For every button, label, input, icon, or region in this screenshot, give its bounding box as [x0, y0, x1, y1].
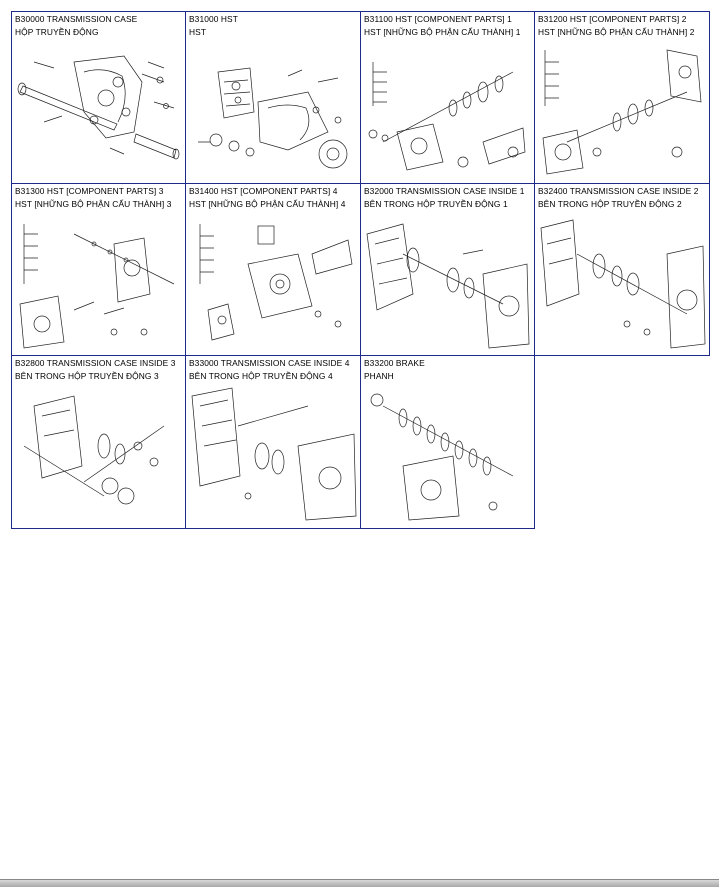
cell-code-title[interactable]: B33000 TRANSMISSION CASE INSIDE 4 — [189, 358, 350, 368]
parts-index-grid — [11, 11, 710, 529]
cell-vietnamese-title[interactable]: HST [NHỮNG BỘ PHẬN CẤU THÀNH] 1 — [364, 27, 521, 37]
cell-vietnamese-title[interactable]: HST — [189, 27, 207, 37]
transmission-inside-2-drawing[interactable] — [537, 214, 706, 349]
cell-code-title[interactable]: B32000 TRANSMISSION CASE INSIDE 1 — [364, 186, 525, 196]
cell-code-title[interactable]: B32800 TRANSMISSION CASE INSIDE 3 — [15, 358, 176, 368]
cell-code-title[interactable]: B31400 HST [COMPONENT PARTS] 4 — [189, 186, 338, 196]
hst-component-parts-4-drawing[interactable] — [188, 214, 357, 349]
cell-vietnamese-title[interactable]: HỘP TRUYỀN ĐỘNG — [15, 27, 99, 37]
parts-cell-b30000[interactable] — [12, 12, 186, 184]
transmission-case-drawing[interactable] — [14, 42, 182, 177]
hst-component-parts-3-drawing[interactable] — [14, 214, 182, 349]
cell-code-title[interactable]: B31100 HST [COMPONENT PARTS] 1 — [364, 14, 512, 24]
cell-code-title[interactable]: B31000 HST — [189, 14, 238, 24]
parts-cell-b33200[interactable] — [361, 356, 535, 529]
transmission-inside-4-drawing[interactable] — [188, 386, 357, 521]
cell-vietnamese-title[interactable]: BÊN TRONG HỘP TRUYỀN ĐỘNG 4 — [189, 371, 333, 381]
parts-cell-b31200[interactable] — [535, 12, 710, 184]
parts-cell-b33000[interactable] — [186, 356, 361, 529]
cell-code-title[interactable]: B30000 TRANSMISSION CASE — [15, 14, 138, 24]
cell-vietnamese-title[interactable]: BÊN TRONG HỘP TRUYỀN ĐỘNG 2 — [538, 199, 682, 209]
parts-cell-b32000[interactable] — [361, 184, 535, 356]
empty-grid-slot — [535, 356, 710, 529]
parts-cell-b31400[interactable] — [186, 184, 361, 356]
cell-vietnamese-title[interactable]: HST [NHỮNG BỘ PHẬN CẤU THÀNH] 3 — [15, 199, 172, 209]
brake-drawing[interactable] — [363, 386, 531, 521]
cell-code-title[interactable]: B32400 TRANSMISSION CASE INSIDE 2 — [538, 186, 699, 196]
hst-drawing[interactable] — [188, 42, 357, 177]
cell-vietnamese-title[interactable]: PHANH — [364, 371, 394, 381]
hst-component-parts-2-drawing[interactable] — [537, 42, 706, 177]
transmission-inside-1-drawing[interactable] — [363, 214, 531, 349]
parts-cell-b31000[interactable] — [186, 12, 361, 184]
cell-code-title[interactable]: B31300 HST [COMPONENT PARTS] 3 — [15, 186, 164, 196]
cell-code-title[interactable]: B33200 BRAKE — [364, 358, 425, 368]
cell-vietnamese-title[interactable]: HST [NHỮNG BỘ PHẬN CẤU THÀNH] 4 — [189, 199, 346, 209]
cell-code-title[interactable]: B31200 HST [COMPONENT PARTS] 2 — [538, 14, 687, 24]
parts-cell-b32400[interactable] — [535, 184, 710, 356]
cell-vietnamese-title[interactable]: BÊN TRONG HỘP TRUYỀN ĐỘNG 3 — [15, 371, 159, 381]
parts-cell-b31300[interactable] — [12, 184, 186, 356]
parts-cell-b31100[interactable] — [361, 12, 535, 184]
cell-vietnamese-title[interactable]: BÊN TRONG HỘP TRUYỀN ĐỘNG 1 — [364, 199, 508, 209]
hst-component-parts-1-drawing[interactable] — [363, 42, 531, 177]
transmission-inside-3-drawing[interactable] — [14, 386, 182, 521]
cell-vietnamese-title[interactable]: HST [NHỮNG BỘ PHẬN CẤU THÀNH] 2 — [538, 27, 695, 37]
parts-cell-b32800[interactable] — [12, 356, 186, 529]
